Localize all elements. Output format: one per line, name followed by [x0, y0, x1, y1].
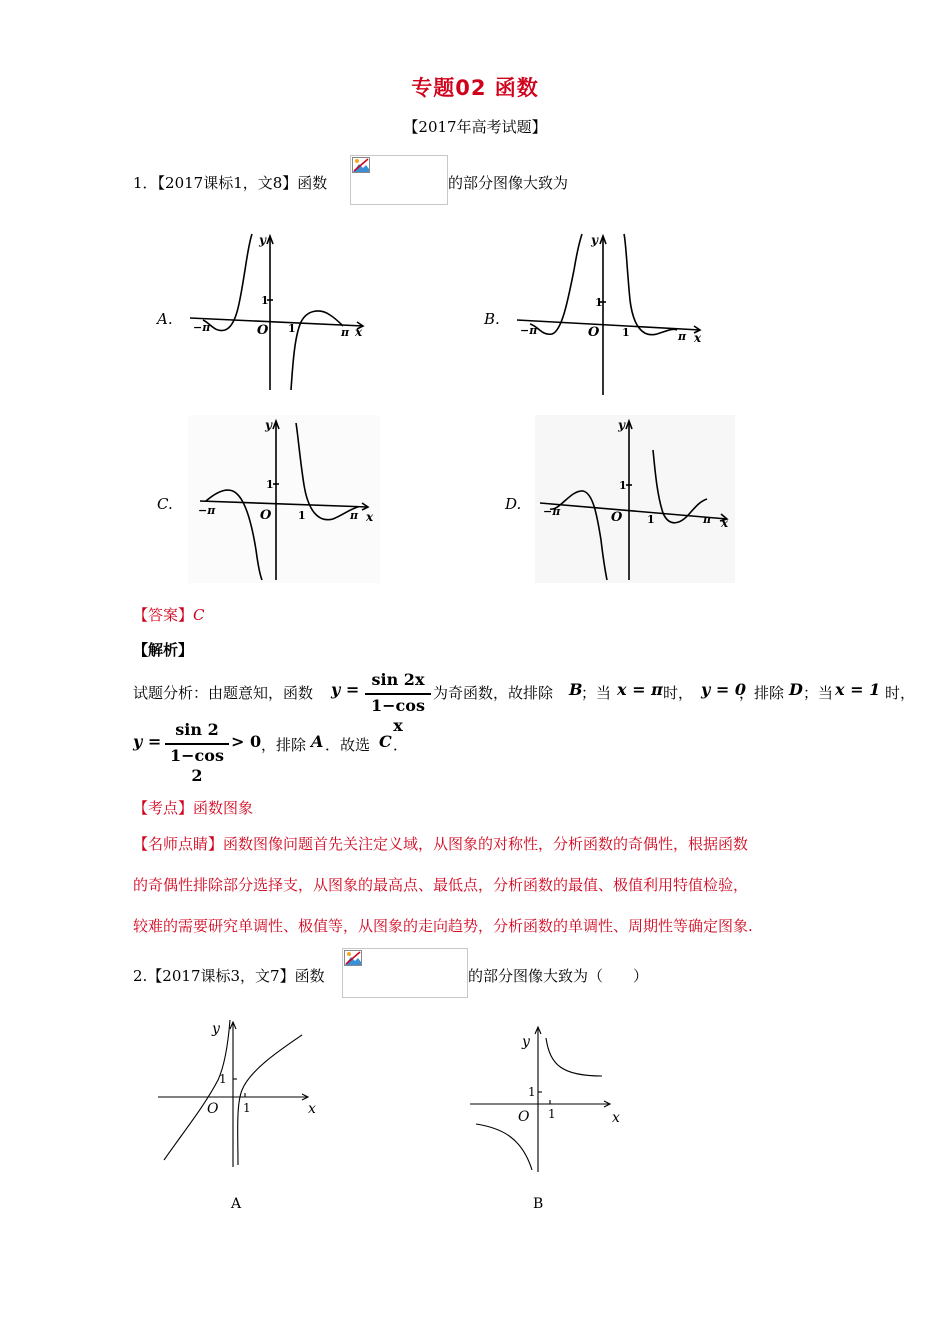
q2-graph-a-one-x: 1 — [243, 1101, 251, 1115]
analysis-1a: 试题分析：由题意知，函数 — [133, 684, 314, 702]
q1-formula-image — [350, 155, 448, 205]
tips-line-2: 的奇偶性排除部分选择支，从图象的最高点、最低点，分析函数的最值、极值利用特值检验， — [133, 876, 749, 894]
analysis-1d: B — [569, 680, 583, 699]
graph-c-origin: O — [260, 508, 272, 523]
q1-prefix: 1．【2017课标1，文8】函数 — [133, 174, 328, 192]
option-d-label: D. — [505, 495, 522, 513]
graph-c — [188, 415, 380, 583]
analysis-2d: A — [311, 732, 324, 751]
answer-line — [133, 604, 205, 625]
graph-c-pi: π — [350, 509, 359, 522]
graph-d-one-y: 1 — [619, 479, 627, 492]
option-c-label: C. — [157, 495, 173, 513]
graph-d-origin: O — [611, 510, 623, 525]
graph-a-x-label: x — [355, 325, 363, 339]
fraction-2-denominator: 1−cos 2 — [170, 746, 224, 785]
analysis-2c: ，排除 — [261, 736, 307, 754]
graph-b-origin: O — [588, 325, 600, 340]
graph-b — [512, 230, 712, 400]
graph-b-y-label: y — [591, 233, 598, 247]
option-a-label: A. — [157, 310, 173, 328]
broken-image-icon — [344, 950, 362, 966]
fraction-1-numerator: sin 2x — [371, 670, 425, 689]
graph-a — [185, 230, 375, 395]
kaodian-label: 【考点】 — [133, 799, 194, 817]
q2-graph-a-x-label: x — [308, 1101, 316, 1117]
graph-b-neg-pi: −π — [520, 324, 538, 337]
q2-formula-image — [342, 948, 468, 998]
kaodian-text: 函数图象 — [193, 799, 254, 817]
page-title: 专题02 函数 — [411, 76, 539, 100]
analysis-1e: ；当 — [581, 684, 612, 702]
broken-image-icon — [352, 157, 370, 173]
analysis-label: 【解析】 — [133, 641, 194, 659]
q2-caption-b: B — [533, 1196, 544, 1212]
q2-caption-a: A — [231, 1196, 242, 1212]
kaodian-line — [133, 797, 253, 818]
graph-a-pi: π — [341, 326, 350, 339]
q2-graph-a-y-label: y — [212, 1021, 220, 1037]
q2-graph-a-origin: O — [207, 1101, 219, 1117]
graph-d — [535, 415, 735, 583]
graph-d-x-label: x — [721, 516, 729, 530]
fraction-1-denominator: 1−cos x — [371, 696, 425, 735]
analysis-2e: ．故选 — [325, 736, 371, 754]
analysis-1h: y = 0 — [701, 680, 746, 699]
analysis-1f: x = π — [617, 680, 663, 699]
q2-graph-b-one-x: 1 — [548, 1107, 556, 1121]
analysis-2b: > 0 — [231, 732, 262, 751]
analysis-1m: 时， — [885, 684, 916, 702]
graph-b-pi: π — [678, 330, 687, 343]
graph-d-neg-pi: −π — [543, 505, 561, 518]
tips-label: 【名师点睛】 — [133, 835, 224, 853]
graph-a-one-y: 1 — [261, 294, 269, 307]
q2-graph-b-origin: O — [518, 1109, 530, 1125]
q2-prefix: 2.【2017课标3，文7】函数 — [133, 967, 325, 985]
answer-value: C — [193, 606, 205, 624]
q1-suffix: 的部分图像大致为 — [448, 174, 569, 192]
graph-c-one-y: 1 — [266, 478, 274, 491]
option-b-label: B. — [484, 310, 500, 328]
q2-graph-b-y-label: y — [522, 1034, 530, 1050]
graph-b-one-x: 1 — [622, 326, 630, 339]
analysis-1c: 为奇函数，故排除 — [433, 684, 554, 702]
analysis-line-1 — [133, 670, 933, 735]
graph-a-one-x: 1 — [288, 322, 296, 335]
section-subtitle: 【2017年高考试题】 — [403, 118, 547, 136]
fraction-1-bar — [365, 693, 431, 695]
q2-graph-b-one-y: 1 — [528, 1085, 536, 1099]
graph-c-background — [188, 415, 380, 583]
fraction-2-numerator: sin 2 — [175, 720, 219, 739]
graph-a-y-label: y — [259, 233, 266, 247]
graph-d-y-label: y — [618, 418, 625, 432]
tips-line-3: 较难的需要研究单调性、极值等，从图象的走向趋势，分析函数的单调性、周期性等确定图象. — [133, 917, 753, 935]
analysis-line-2 — [133, 720, 533, 785]
q2-graph-b-x-label: x — [612, 1110, 620, 1126]
q2-graph-a — [150, 1015, 330, 1170]
tips-text-1: 函数图像问题首先关注定义域，从图象的对称性，分析函数的奇偶性，根据函数 — [223, 835, 749, 853]
graph-c-neg-pi: −π — [198, 504, 216, 517]
graph-c-one-x: 1 — [298, 509, 306, 522]
graph-a-neg-pi: −π — [193, 321, 211, 334]
q2-graph-b — [462, 1020, 627, 1175]
graph-c-x-label: x — [366, 510, 374, 524]
analysis-fraction-2 — [165, 720, 229, 786]
answer-label: 【答案】 — [133, 606, 194, 624]
graph-c-y-label: y — [265, 418, 272, 432]
q2-graph-a-one-y: 1 — [219, 1072, 227, 1086]
analysis-1k: ；当 — [803, 684, 834, 702]
q2-suffix: 的部分图像大致为（ ） — [468, 967, 649, 985]
analysis-2g: ． — [393, 736, 409, 754]
analysis-1l: x = 1 — [835, 680, 881, 699]
analysis-1j: D — [789, 680, 803, 699]
graph-d-one-x: 1 — [647, 513, 655, 526]
graph-d-pi: π — [703, 513, 712, 526]
analysis-1b: y = — [331, 680, 360, 699]
analysis-1g: 时， — [663, 684, 694, 702]
fraction-2-bar — [165, 743, 229, 745]
analysis-1i: ，排除 — [739, 684, 785, 702]
graph-b-one-y: 1 — [595, 296, 603, 309]
analysis-2a: y = — [133, 732, 162, 751]
graph-a-origin: O — [257, 323, 269, 338]
tips-line-1 — [133, 833, 748, 854]
graph-b-x-label: x — [694, 331, 702, 345]
analysis-2f: C — [379, 732, 392, 751]
